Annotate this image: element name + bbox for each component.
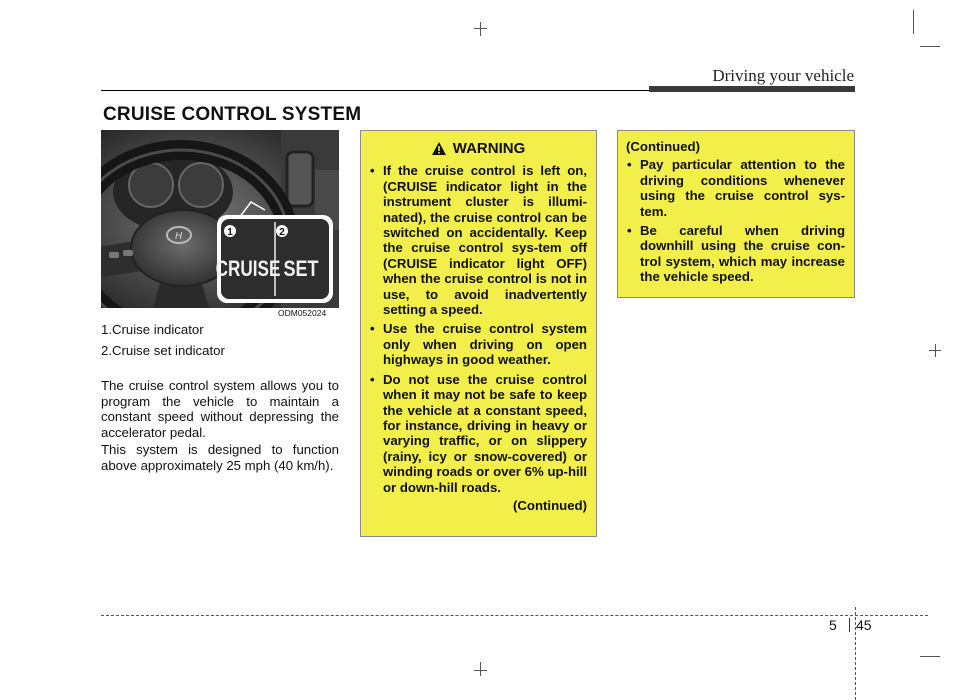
svg-text:H: H bbox=[175, 231, 183, 242]
cruise-indicator-label: CRUISE bbox=[215, 257, 281, 282]
list-item: • Use the cruise control system only when driving on open highways in good weather. bbox=[369, 321, 587, 367]
list-item: • Be careful when driving downhill using the cruise con-trol system, which may increase the vehicle speed. bbox=[626, 223, 845, 285]
footer-rule bbox=[101, 615, 928, 616]
warning-title: WARNING bbox=[452, 140, 526, 157]
warning-heading bbox=[369, 141, 587, 156]
running-header: Driving your vehicle bbox=[712, 66, 854, 85]
steering-wheel-photo bbox=[101, 130, 339, 308]
continued-heading: (Continued) bbox=[626, 139, 700, 154]
page-number-divider bbox=[849, 618, 850, 632]
header-rule bbox=[101, 90, 649, 91]
list-item: • Pay particular attention to the driving conditions whenever using the cruise control sys-tem. bbox=[626, 157, 845, 219]
crop-mark bbox=[920, 656, 940, 657]
crop-mark bbox=[480, 22, 481, 36]
crop-mark bbox=[474, 670, 487, 671]
list-item: • If the cruise control is left on, (CRUISE indicator light in the instrument cluster is illumi-nated), the cruise control can be switched on accidentally. Keep the cruise control sys-tem off (CRUISE indicator light OFF) when the cruise control is not in use, to avoid inadvertently setting a speed. bbox=[369, 163, 587, 317]
header-bar bbox=[649, 86, 855, 92]
page-number: 45 bbox=[856, 617, 872, 633]
figure-code: ODM052024 bbox=[278, 308, 327, 318]
caption-cruise-indicator: 1.Cruise indicator bbox=[101, 322, 204, 337]
chapter-number: 5 bbox=[829, 617, 837, 633]
page-title: CRUISE CONTROL SYSTEM bbox=[103, 104, 362, 125]
warning-list bbox=[369, 163, 587, 495]
continued-list bbox=[626, 157, 845, 284]
list-item: • Do not use the cruise control when it may not be safe to keep the vehicle at a constant speed, for instance, driving in heavy or varying traffic, or on slippery (rainy, icy or snow-covered) or winding roads or over 6% up-hill or down-hill roads. bbox=[369, 372, 587, 495]
continued-label: (Continued) bbox=[513, 497, 587, 513]
crop-mark bbox=[474, 28, 487, 29]
callout-number-2: 2 bbox=[279, 227, 285, 238]
continued-warning-box bbox=[617, 130, 855, 298]
body-paragraph-1 bbox=[101, 378, 339, 440]
body-paragraph-2 bbox=[101, 442, 339, 473]
callout-number-1: 1 bbox=[227, 227, 233, 238]
warning-box bbox=[360, 130, 597, 537]
crop-mark bbox=[920, 46, 940, 47]
crop-mark bbox=[480, 662, 481, 676]
warning-triangle-icon bbox=[431, 141, 447, 156]
paragraph-text: This system is designed to function above approximately 25 mph (40 km/h). bbox=[101, 442, 339, 473]
crop-mark bbox=[913, 10, 914, 34]
set-indicator-label: SET bbox=[283, 257, 319, 282]
paragraph-text: The cruise control system allows you to program the vehicle to maintain a constant speed without depressing the accelerator pedal. bbox=[101, 378, 339, 440]
crop-mark bbox=[929, 350, 941, 351]
caption-set-indicator: 2.Cruise set indicator bbox=[101, 343, 225, 358]
